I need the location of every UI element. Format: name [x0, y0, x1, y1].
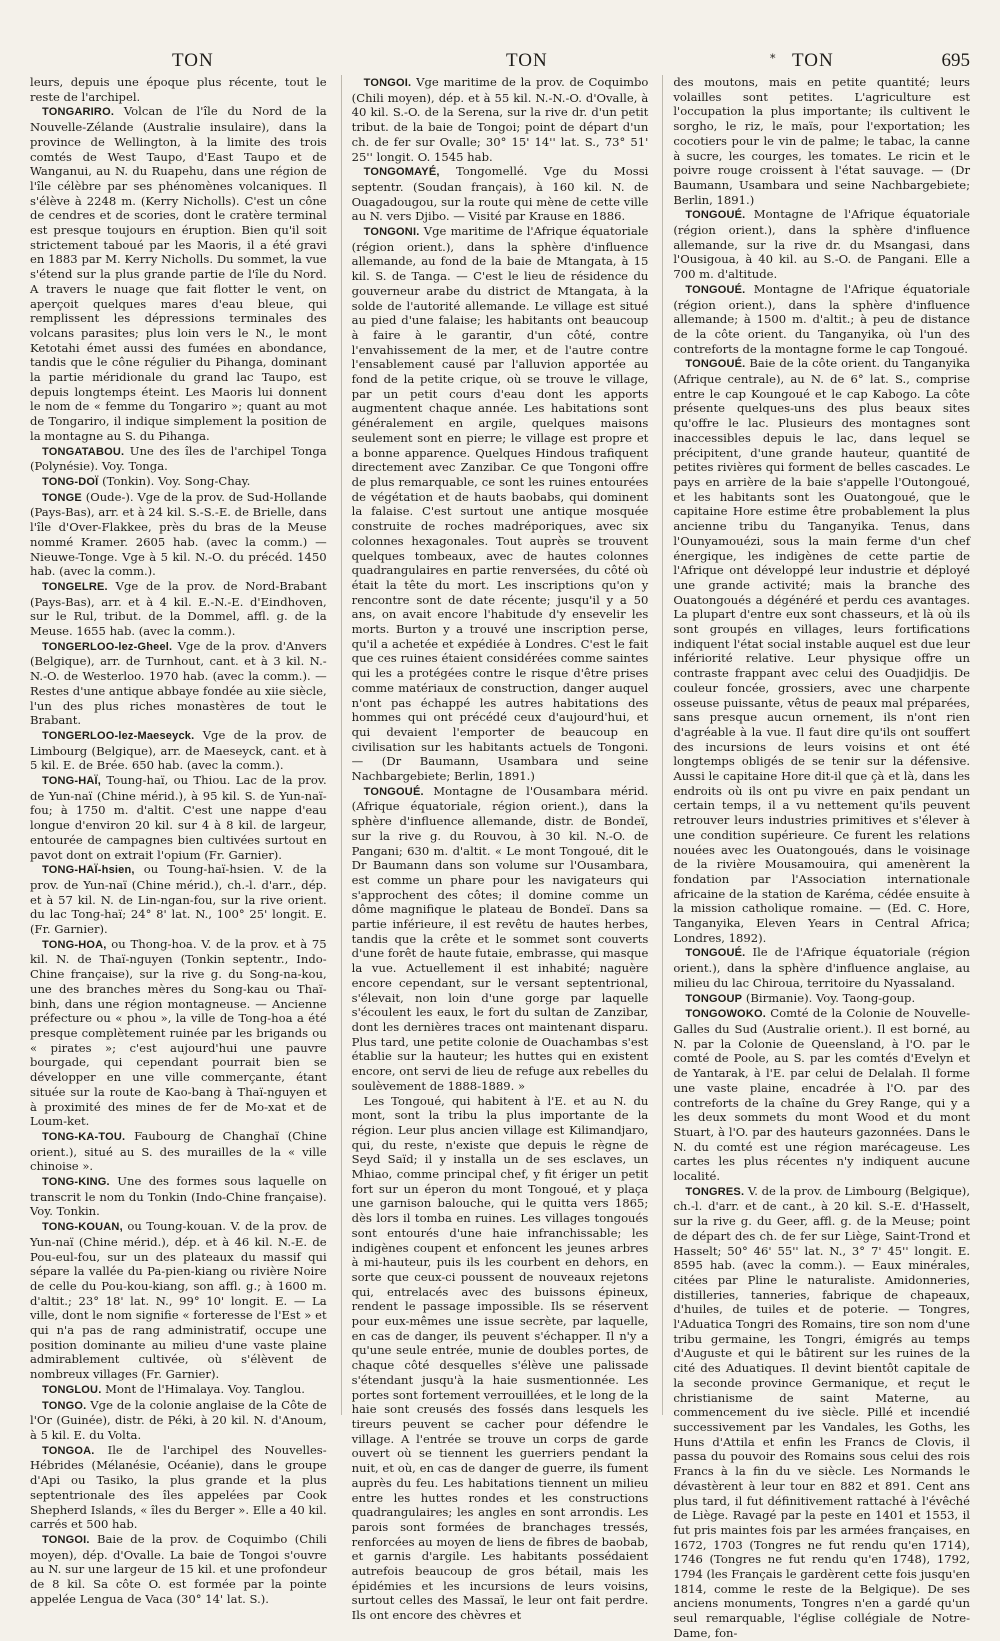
entry-text: ou Toung-kouan. V. de la prov. de Yun-naï (Chine mérid.), dép. et à 46 kil. N.-E. de Pou-eul-fou, sur un des plateaux du massif qui sépare la vallée du Pa-pien-kiang ou rivière Noire de celle du Pou-kou-kiang, son affl. g.; à 1600 m. d'altit.; 23° 18' lat. N., 99° 10' longit. E. — La ville, dont le nom signifie « forteresse de l'Est » et qui n'a pas de rang administratif, occupe une position dominante au milieu d'une vaste plaine admirablement cultivée, où s'élèvent de nombreux villages (Fr. Garnier).: [30, 1219, 327, 1382]
dictionary-entry: [30, 75, 327, 104]
entry-text: V. de la prov. de Limbourg (Belgique), ch.-l. d'arr. et de cant., à 20 kil. S.-E. d'Hasselt, sur la rive g. du Geer, affl. g. de la Meuse; point de départ des ch. de fer sur Liège, Saint-Trond et Hasselt; 50° 46' 55'' lat. N., 3° 7' 45'' longit. E. 8595 hab. (avec la comm.). — Eaux minérales, citées par Pline le naturaliste. Amidonneries, distilleries, tanneries, fabrique de chapeaux, d'huiles, de tuiles et de poterie. — Tongres, l'Aduatica Tongri des Romains, tire son nom d'une tribu germaine, les Tongri, émigrés au temps d'Auguste et qui le bâtirent sur les ruines de la cité des Aduatiques. Il devint bientôt capitale de la seconde province Germanique, et reçut le christianisme de saint Materne, au commencement du ive siècle. Pillé et incendié successivement par les Vandales, les Goths, les Huns d'Attila et enfin les Francs de Clovis, il passa du pouvoir des Romains sous celui des rois Francs à la fin du ve siècle. Les Normands le dévastèrent à leur tour en 882 et 891. Cent ans plus tard, il fut définitivement rattaché à l'évêché de Liège. Ravagé par la peste en 1401 et 1553, il fut pris maintes fois par les armées françaises, en 1672, 1703 (Tongres ne fut rendu qu'en 1714), 1746 (Tongres ne fut rendu qu'en 1748), 1792, 1794 (les Français le gardèrent cette fois jusqu'en 1814, comme le reste de la Belgique). De ses anciens monuments, Tongres n'en a gardé qu'un seul remarquable, l'église collégiale de Notre-Dame, fon-: [673, 1183, 971, 1640]
dictionary-entry: [30, 1532, 327, 1607]
dictionary-entry: [30, 1443, 327, 1532]
entry-text: Montagne de l'Afrique équatoriale (région orient.), dans la sphère d'influence allemande; à 1500 m. d'altit.; à peu de distance de la côte orient. du Tanganyika, où l'un des contreforts de la montagne forme le cap Tongoué.: [673, 281, 971, 356]
dictionary-entry: [30, 1382, 327, 1398]
dictionary-entry: [673, 75, 970, 207]
dictionary-entry: [30, 579, 327, 639]
entry-headword: TONG-HAÏ-hsien,: [42, 864, 135, 877]
entry-text: Toung-haï, ou Thiou. Lac de la prov. de Yun-naï (Chine mérid.), à 95 kil. S. de Yun-naï-fou; à 1750 m. d'altit. C'est une nappe d'eau longue d'environ 20 kil. sur 4 à 8 kil. de largeur, entourée de campagnes bien cultivées surtout en pavot dont on extrait l'opium (Fr. Garnier).: [30, 773, 327, 862]
running-head-center: TON: [506, 50, 548, 71]
entry-headword: TONGOWOKO.: [685, 1008, 766, 1021]
dictionary-entry: [673, 945, 970, 990]
entry-text: Une des formes sous laquelle on transcrit le nom du Tonkin (Indo-Chine française). Voy. Tonkin.: [30, 1174, 327, 1219]
entry-text: (Tonkin). Voy. Song-Chay.: [102, 473, 251, 488]
entry-text: Tongomellé. Vge du Mossi septentr. (Soudan français), à 160 kil. N. de Ouagadougou, sur la route qui mène de cette ville au N. vers Djibo. — Visité par Krause en 1886.: [351, 164, 649, 224]
entry-headword: TONGOMAYÉ,: [363, 166, 440, 179]
entry-headword: TONGOUÉ.: [363, 785, 424, 798]
entry-headword: TONGOUÉ.: [685, 283, 746, 296]
entry-text: Vge maritime de la prov. de Coquimbo (Chili moyen), dép. et à 55 kil. N.-N.-O. d'Ovalle, à 40 kil. S.-O. de la Serena, sur la rive dr. d'un petit tribut. de la baie de Tongoi; point de départ d'un ch. de fer sur Ovalle; 30° 15' 14'' lat. S., 73° 51' 25'' longit. O. 1545 hab.: [351, 75, 649, 164]
entry-text: Les Tongoué, qui habitent à l'E. et au N. du mont, sont la tribu la plus importante de la région. Leur plus ancien village est Kilimandjaro, qui, du reste, n'existe que depuis le règne de Seyd Saïd; il y installa un de ses esclaves, un Mhiao, comme principal chef, y fit ériger un petit fort sur un éperon du mont Tongoué, et y plaça une garnison balouche, qui le quitta vers 1865; dès lors il tomba en ruines. Les villages tongoués sont entourés d'une haie infranchissable; les indigènes coupent et enfoncent les jeunes arbres à mi-hauteur, puis ils les courbent en dehors, en sorte que ceux-ci poussent de nouveaux rejetons qui, entrelacés avec des buissons épineux, rendent le passage impossible. Ils se réservent pour eux-mêmes une issue secrète, par laquelle, en cas de danger, ils peuvent s'échapper. Il n'y a qu'une seule entrée, munie de doubles portes, de chaque côté desquelles s'élève une palissade s'étendant jusqu'à la haie susmentionnée. Les portes sont fortement verrouillées, et le long de la haie sont creusés des fossés dans lesquels les tireurs peuvent se cacher pour défendre le village. A l'entrée se trouve un corps de garde ouvert où se tiennent les guerriers pendant la nuit, et où, en cas de danger de guerre, ils fument auprès du feu. Les habitations tiennent un milieu entre les huttes rondes et les constructions quadrangulaires; les angles en sont arrondis. Les parois sont formées de branchages tressés, renforcées au moyen de liens de fibres de baobab, et garnis d'argile. Les habitants possédaient autrefois beaucoup de gros bétail, mais les épidémies et les incursions de leurs voisins, surtout celles des Massaï, le leur ont fait perdre. Ils ont encore des chèvres et: [351, 1093, 649, 1623]
dictionary-entry: [30, 773, 327, 862]
dictionary-entry: [30, 639, 327, 728]
entry-headword: TONG-KING.: [42, 1176, 110, 1189]
entry-headword: TONG-KA-TOU.: [42, 1130, 126, 1143]
entry-headword: TONGO.: [42, 1399, 87, 1412]
dictionary-entry: [352, 784, 649, 1094]
entry-text: Vge maritime de l'Afrique équatoriale (région orient.), dans la sphère d'influence allemande, au fond de la baie de Mtangata, à 15 kil. S. de Tanga. — C'est le lieu de résidence du gouverneur arabe du district de Mtangata, à la solde de l'autorité allemande. Le village est situé au pied d'une falaise; les habitants ont beaucoup à faire à le garantir, d'un côté, contre l'envahissement de la mer, et de l'autre contre l'ensablement causé par l'alluvion apportée au fond de la petite crique, où se trouve le village, par un petit cours d'eau dont les apports augmentent chaque année. Les habitations sont généralement en argile, quelques maisons seulement sont en pierre; le village est propre et a bonne apparence. Quelques Hindous trafiquent directement avec Zanzibar. Ce que Tongoni offre de plus remarquable, ce sont les ruines entourées de végétation et de hauts baobabs, qui dominent la falaise. C'est surtout une antique mosquée construite de roches madréporiques, avec six colonnes hexagonales. Tout auprès se trouvent quelques tombeaux, avec de hautes colonnes quadrangulaires en partie renversées, du côté où était la tête du mort. Les inscriptions qu'on y rencontre sont de date récente; jusqu'il y a 50 ans, on avait encore l'habitude d'y ensevelir les morts. Burton y a trouvé une inscription perse, qu'il a achetée et expédiée à Londres. C'est le fait que ces ruines étaient considérées comme saintes qui les a protégées contre le risque d'être prises comme matériaux de construction, danger auquel n'ont pas échappé les autres habitations des hommes qui ont précédé ceux d'aujourd'hui, et qui devaient l'emporter de beaucoup en civilisation sur les habitants actuels de Tongoni. — (Dr Baumann, Usambara und seine Nachbargebiete; Berlin, 1891.): [351, 224, 649, 784]
entry-text: Ile de l'Afrique équatoriale (région orient.), dans la sphère d'influence anglaise, au milieu du lac Chiroua, territoire du Nyassaland.: [673, 945, 971, 990]
dictionary-entry: [673, 282, 970, 357]
entry-text: (Oude-). Vge de la prov. de Sud-Hollande (Pays-Bas), arr. et à 24 kil. S.-S.-E. de Brielle, dans l'île d'Over-Flakkee, près du bras de la Meuse nommé Kramer. 2605 hab. (avec la comm.) — Nieuwe-Tonge. Vge à 5 kil. N.-O. du précéd. 1450 hab. (avec la comm.).: [30, 489, 327, 579]
dictionary-entry: [673, 991, 970, 1007]
dictionary-entry: [30, 862, 327, 937]
entry-headword: TONGE: [42, 491, 82, 504]
entry-headword: TONGOUÉ.: [685, 358, 746, 371]
entry-text: Baie de la prov. de Coquimbo (Chili moyen), dép. d'Ovalle. La baie de Tongoi s'ouvre au N. sur une largeur de 15 kil. et une profondeur de 8 kil. Sa côte O. est formée par la pointe appelée Lengua de Vaca (30° 14' lat. S.).: [30, 1531, 327, 1606]
running-head-left: TON: [172, 50, 214, 71]
entry-headword: TONGONI.: [363, 226, 420, 239]
entry-headword: TONGOI.: [42, 1533, 90, 1546]
entry-text: Faubourg de Changhaï (Chine orient.), situé au S. des murailles de la « ville chinoise ».: [30, 1128, 327, 1174]
entry-text: Vge de la prov. de Nord-Brabant (Pays-Bas), arr. et à 4 kil. E.-N.-E. d'Eindhoven, sur le Rul, tribut. de la Dommel, affl. g. de la Meuse. 1655 hab. (avec la comm.).: [30, 578, 327, 639]
dictionary-entry: [673, 207, 970, 282]
entry-text: Baie de la côte orient. du Tanganyika (Afrique centrale), au N. de 6° lat. S., comprise entre le cap Koungoué et le cap Kabogo. La côte présente quelques-uns des plus beaux sites qu'offre le lac. Plusieurs des montagnes sont inaccessibles depuis le lac, dans lequel se précipitent, d'une grande hauteur, quantité de petites rivières qui forment de belles cascades. Le pays en arrière de la baie s'appelle l'Outongoué, et les habitants sont les Ouatongoué, que le capitaine Hore estime être probablement la plus ancienne tribu du Tanganyika. Tenus, dans l'Ounyamouézi, sous la main ferme d'un chef énergique, les indigènes de cette partie de l'Afrique ont développé leur industrie et déployé une grande activité; mais la branche des Ouatongoués a dégénéré et perdu ces avantages. La plupart d'entre eux sont chasseurs, et là où ils sont groupés en villages, leurs fortifications indiquent l'état social instable auquel est due leur infériorité relative. Leur physique offre un contraste frappant avec celui des Ouadjidjis. De couleur foncée, grossiers, avec une charpente osseuse puissante, vêtus de peaux mal préparées, sans presque aucun ornement, ils n'ont rien d'agréable à la vue. Il faut dire qu'ils ont souffert des incursions de leurs voisins et ont été longtemps obligés de se tenir sur la défensive. Aussi le capitaine Hore dit-il que çà et là, dans les endroits où ils ont pu vivre en paix pendant un certain temps, il a vu nettement qu'ils peuvent retrouver leurs industries primitives et s'élever à une condition supérieure. Ce furent les relations nouées avec les Ouatongoués, dans le voisinage de la rivière Mousamouira, qui amenèrent la fondation par l'Association internationale africaine de la station de Karéma, cédée ensuite à la mission catholique romaine. — (Ed. C. Hore, Tanganyika, Eleven Years in Central Africa; Londres, 1892).: [673, 356, 971, 945]
entry-text: ou Thong-hoa. V. de la prov. et à 75 kil. N. de Thaï-nguyen (Tonkin septentr., Indo-Chine française), sur la rive g. du Song-na-kou, une des branches mères du Song-kau ou Thaï-binh, dans une région montagneuse. — Ancienne préfecture ou « phou », la ville de Tong-hoa a été presque complètement ruinée par les brigands ou « pirates »; c'est aujourd'hui une pauvre bourgade, qui cependant pourrait bien se développer en une ville commerçante, étant située sur la route de Kao-bang à Thaï-nguyen et à proximité des mines de fer de Mo-xat et de Loum-ket.: [30, 936, 327, 1129]
entry-headword: TONGRES.: [685, 1185, 745, 1198]
dictionary-entry: [673, 1006, 970, 1183]
dictionary-entry: [30, 444, 327, 474]
entry-headword: TONGOI.: [363, 77, 412, 89]
dictionary-entry: [30, 1174, 327, 1219]
entry-text: Vge de la prov. d'Anvers (Belgique), arr. de Turnhout, cant. et à 3 kil. N.-N.-O. de Westerloo. 1970 hab. (avec la comm.). — Restes d'une antique abbaye fondée au xiie siècle, l'un des plus riches monastères de tout le Brabant.: [30, 638, 327, 728]
entry-headword: TONGOA.: [42, 1444, 95, 1457]
entry-headword: TONG-HAÏ,: [42, 775, 102, 788]
page-number: 695: [941, 50, 970, 71]
entry-headword: TONGATABOU.: [42, 445, 125, 458]
dictionary-entry: [30, 490, 327, 579]
entry-headword: TONGOUP: [685, 992, 743, 1005]
dictionary-entry: [352, 75, 649, 164]
entry-headword: TONGOUÉ.: [685, 209, 746, 222]
dictionary-entry: [673, 356, 970, 945]
entry-text: Montagne de l'Ousambara mérid. (Afrique équatoriale, région orient.), dans la sphère d'influence allemande, distr. de Bondeï, sur la rive g. du Rouvou, à 30 kil. N.-O. de Pangani; 630 m. d'altit. « Le mont Tongoué, dit le Dr Baumann dans son volume sur l'Ousambara, est comme un phare pour les navigateurs qui s'approchent des côtes; il domine comme un dôme magnifique le plateau de Bondeï. Dans sa partie inférieure, il est revêtu de hautes herbes, tandis que la crête et le sommet sont couverts d'une forêt de haute futaie, embrasse, qui masque la vue. Actuellement il est inhabité; naguère encore cependant, sur le versant septentrional, s'élevait, non loin d'une gorge par laquelle s'écoulent les eaux, le fort du sultan de Zanzibar, dont les dernières traces ont maintenant disparu. Plus tard, une petite colonie de Ouachambas s'est établie sur la hauteur; les huttes qui en existent encore, ont servi de lieu de refuge aux rebelles du soulèvement de 1888-1889. »: [351, 783, 649, 1093]
dictionary-entry: [30, 1398, 327, 1443]
dictionary-entry: [673, 1184, 970, 1641]
entry-text: (Birmanie). Voy. Taong-goup.: [745, 990, 916, 1005]
dictionary-entry: [30, 728, 327, 773]
entry-text: Vge de la prov. de Limbourg (Belgique), arr. de Maeseyck, cant. et à 5 kil. E. de Brée. 650 hab. (avec la comm.).: [30, 727, 327, 773]
entry-headword: TONGERLOO-lez-Gheel.: [42, 640, 173, 653]
dictionary-entry: [30, 474, 327, 490]
entry-headword: TONGERLOO-lez-Maeseyck.: [42, 729, 195, 742]
text-columns: [30, 75, 971, 1640]
dictionary-entry: [352, 1094, 649, 1623]
entry-text: Vge de la colonie anglaise de la Côte de l'Or (Guinée), distr. de Péki, à 20 kil. N. d'Anoum, à 5 kil. E. du Volta.: [30, 1397, 327, 1442]
entry-headword: TONG-KOUAN,: [42, 1221, 123, 1234]
dictionary-entry: [352, 164, 649, 224]
dictionary-entry: [30, 104, 327, 443]
entry-text: Ile de l'archipel des Nouvelles-Hébrides (Mélanésie, Océanie), dans le groupe d'Api ou Tasiko, la plus grande et la plus septentrionale des îles appelées par Cook Shepherd Islands, « îles du Berger ». Elle a 40 kil. carrés et 500 hab.: [30, 1442, 327, 1532]
running-head-star: *: [770, 52, 776, 65]
column-1: [30, 75, 327, 1606]
dictionary-entry: [30, 1219, 327, 1382]
dictionary-entry: [30, 1129, 327, 1174]
running-head-right: TON: [792, 50, 834, 71]
entry-text: Comté de la Colonie de Nouvelle-Galles du Sud (Australie orient.). Il est borné, au N. par la Colonie de Queensland, à l'O. par le comté de Poole, au S. par les comtés d'Evelyn et de Yantarak, à l'E. par celui de Delalah. Il forme une vaste plaine, encadrée à l'O. par des contreforts de la chaîne du Grey Range, qui y a les deux sommets du mont Wood et du mont Stuart, à l'O. par des hauteurs gazonnées. Dans le N. du comté est une région marécageuse. Les cartes les plus récentes n'y indiquent aucune localité.: [673, 1006, 971, 1184]
entry-text: Volcan de l'île du Nord de la Nouvelle-Zélande (Australie insulaire), dans la province de Wellington, à la limite des trois comtés de West Taupo, d'East Taupo et de Wanganui, au N. du Ruapehu, dans une région de l'île célèbre par ses phénomènes volcaniques. Il s'élève à 2248 m. (Kerry Nicholls). C'est un cône de cendres et de scories, dont le cratère terminal est presque toujours en éruption. Bien qu'il soit strictement taboué par les Maoris, il a été gravi en 1883 par M. Kerry Nicholls. Du sommet, la vue s'étend sur la plus grande partie de l'île du Nord. A travers le nuage que fait flotter le vent, on aperçoit quelques mares d'eau bleue, qui remplissent les dépressions terminales des volcans parasites; plus loin vers le N., le mont Ketotahi émet aussi des fumées en abondance, tandis que le cône régulier du Pihanga, dominant la partie méridionale du grand lac Taupo, est depuis longtemps éteint. Les Maoris lui donnent le nom de « femme du Tongariro »; quant au mot de Tongariro, il indique simplement la position de la montagne au S. du Pihanga.: [30, 104, 327, 443]
entry-text: des moutons, mais en petite quantité; leurs volailles sont petites. L'agriculture est l'occupation la plus importante; ils cultivent le sorgho, le riz, le maïs, pour l'exportation; les cocotiers pour le vin de palme; le tabac, la canne à sucre, les courges, les tomates. Le ricin et le poivre rouge croissent à l'état sauvage. — (Dr Baumann, Usambara und seine Nachbargebiete; Berlin, 1891.): [673, 75, 971, 207]
entry-text: Montagne de l'Afrique équatoriale (région orient.), dans la sphère d'influence allemande, sur la rive dr. du Msangasi, dans l'Ousigoua, à 40 kil. au S.-O. de Pangani. Elle a 700 m. d'altitude.: [673, 207, 971, 282]
column-2: [341, 75, 649, 1623]
entry-text: Mont de l'Himalaya. Voy. Tanglou.: [105, 1381, 305, 1396]
entry-text: leurs, depuis une époque plus récente, tout le reste de l'archipel.: [30, 75, 327, 104]
entry-headword: TONG-HOA,: [42, 938, 107, 951]
dictionary-entry: [30, 937, 327, 1129]
entry-headword: TONG-DOÏ: [42, 475, 99, 488]
entry-headword: TONGLOU.: [42, 1383, 102, 1396]
entry-headword: TONGARIRO.: [42, 106, 115, 119]
column-3: [662, 75, 971, 1640]
entry-headword: TONGELRE.: [42, 580, 108, 593]
entry-headword: TONGOUÉ.: [685, 947, 746, 960]
dictionary-entry: [352, 224, 649, 784]
entry-text: ou Toung-haï-hsien. V. de la prov. de Yun-naï (Chine mérid.), ch.-l. d'arr., dép. et à 57 kil. N. de Lin-ngan-fou, sur la rive orient. du lac Tong-haï; 24° 8' lat. N., 100° 25' longit. E. (Fr. Garnier).: [30, 862, 327, 937]
entry-text: Une des îles de l'archipel Tonga (Polynésie). Voy. Tonga.: [30, 443, 327, 474]
